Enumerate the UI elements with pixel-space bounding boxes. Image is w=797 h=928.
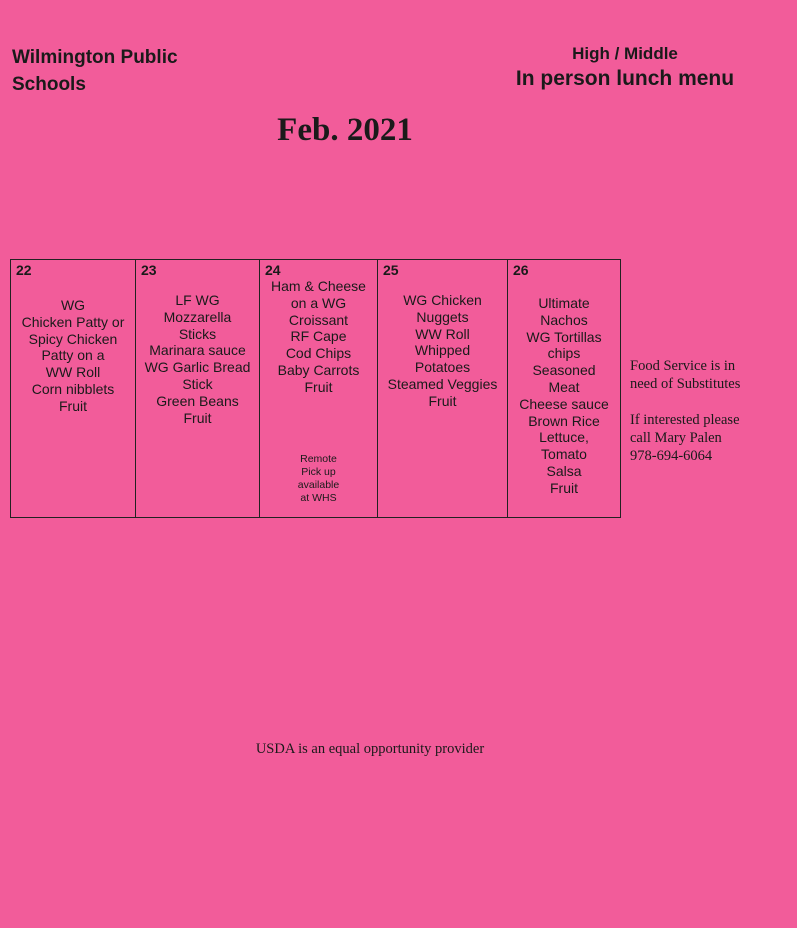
day-number: 25 [383,262,399,278]
day-number: 23 [141,262,157,278]
menu-item: Potatoes [414,359,471,376]
school-level: High / Middle [572,44,678,63]
menu-item: Croissant [288,311,349,328]
menu-item: Lettuce, [539,429,589,446]
day-menu-items [136,292,259,426]
day-menu-items [11,297,135,415]
day-cell-26 [508,260,620,517]
day-cell-25 [378,260,508,517]
menu-item: WW Roll [45,364,101,381]
menu-item: chips [547,345,581,362]
substitutes-notice [630,357,790,465]
menu-item: Sticks [178,325,217,342]
notice-spacer [630,393,790,411]
day-number: 22 [16,262,32,278]
day-number: 26 [513,262,529,278]
menu-item: Baby Carrots [277,361,360,378]
menu-item: Brown Rice [528,412,600,429]
note-line: Remote [300,453,337,465]
day-cell-24 [260,260,378,517]
menu-item: Ham & Cheese [271,278,366,294]
menu-month: Feb. 2021 [277,112,413,148]
menu-item: WG [60,297,86,313]
menu-item: Marinara sauce [149,342,246,359]
menu-item: Whipped [414,342,471,359]
menu-item: Chicken Patty or [21,313,125,330]
menu-item: Cheese sauce [519,395,609,412]
menu-item: Nuggets [416,308,469,325]
day-menu-items [260,278,377,396]
notice-line: Food Service is in [630,358,736,374]
menu-title: In person lunch menu [515,67,735,90]
menu-item: Tomato [541,446,587,463]
menu-item: Seasoned [532,362,596,379]
usda-statement: USDA is an equal opportunity provider [255,741,485,757]
menu-item: Salsa [546,462,582,479]
day-menu-items [378,292,507,410]
menu-item: WW Roll [415,325,470,342]
menu-item: Patty on a [41,347,105,364]
note-line: at WHS [300,492,337,504]
notice-line: call Mary Palen [630,430,722,446]
menu-item: Fruit [428,392,457,409]
menu-item: Stick [182,375,213,392]
day-cell-22 [11,260,136,517]
menu-item: RF Cape [290,328,347,345]
notice-line: If interested please [630,412,740,428]
menu-item: Spicy Chicken [28,330,118,347]
menu-item: Steamed Veggies [387,375,498,392]
menu-item: WG Garlic Bread [144,359,251,376]
note-line: Pick up [301,466,336,478]
menu-item: Fruit [304,378,333,395]
menu-item: Cod Chips [285,345,352,362]
menu-item: Fruit [183,409,212,426]
menu-item: Green Beans [156,392,239,409]
contact-phone: 978-694-6064 [630,448,713,464]
menu-item: Fruit [550,479,578,496]
menu-item: Mozzarella [163,308,232,325]
menu-item: Ultimate [538,295,590,311]
menu-item: WG Tortillas [526,328,602,345]
menu-item: Corn nibblets [31,380,115,397]
day-number: 24 [265,262,281,278]
menu-item: Meat [548,378,580,395]
district-name: Wilmington Public Schools [12,47,178,95]
menu-item: LF WG [175,292,220,308]
menu-item: Fruit [59,397,87,414]
week-table [10,259,621,518]
day-menu-items [508,295,620,497]
menu-item: Nachos [540,311,588,328]
notice-line: need of Substitutes [630,376,741,392]
menu-item: on a WG [290,294,347,311]
remote-pickup-note [260,453,377,505]
note-line: available [297,479,340,491]
menu-item: WG Chicken [403,292,482,308]
day-cell-23 [136,260,260,517]
